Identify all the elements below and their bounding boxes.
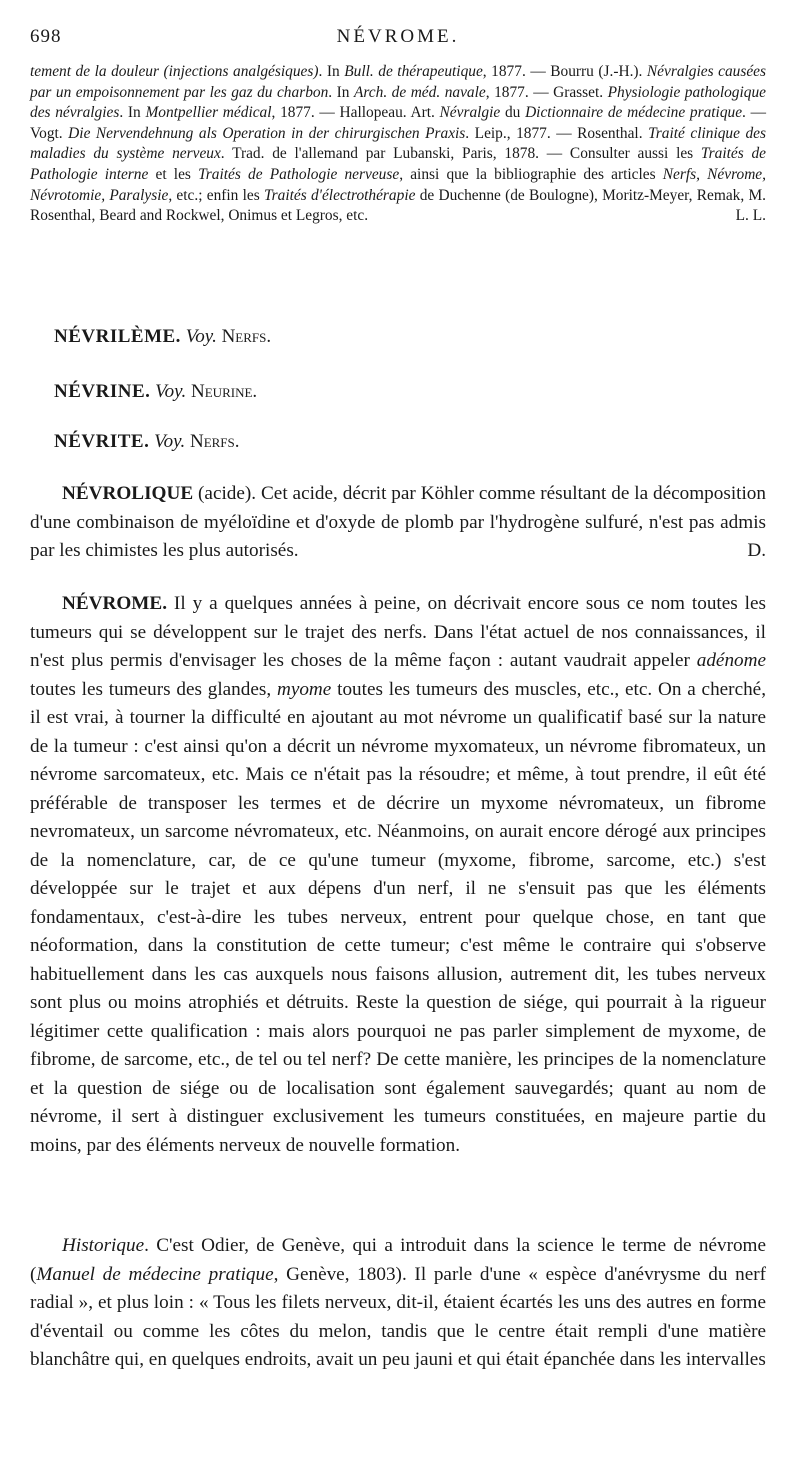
italic-segment: Bull. de thérapeutique	[344, 63, 483, 80]
bibliography-paragraph	[30, 62, 766, 227]
running-title: NÉVROME.	[336, 26, 460, 47]
nevrolique-paragraph	[30, 480, 766, 566]
text-segment: du	[500, 104, 526, 122]
italic-segment: myome	[276, 678, 332, 700]
entry-nevrine	[54, 381, 257, 403]
text-segment: , Genève, 1803). Il parle d'une « espèce d'anévrysme du nerf radial », et plus loin : « Tous les filets nerveux, dit-il, étaient écartés les uns des autres en forme d'éventail ou comme les côtes du melon, tandis que le centre était rempli d'une matière blanchâtre qui, en quelques endroits, avait un peu jauni et qui était épanchée dans les intervalles	[30, 1263, 766, 1370]
italic-segment: Nerfs, Névrome, Névrotomie, Paralysie	[30, 165, 766, 204]
italic-segment: tement de la douleur (injections analgésiques)	[30, 63, 319, 80]
entry-nevrileme	[54, 326, 271, 348]
historique-paragraph	[30, 1232, 766, 1375]
text-segment: . In	[328, 83, 354, 101]
entry-nevrome	[30, 590, 766, 1160]
page-header	[30, 26, 766, 50]
italic-segment: Manuel de médecine pratique	[36, 1263, 274, 1285]
text-segment: , 1877. — Hallopeau. Art.	[271, 104, 440, 122]
nevrome-paragraph	[30, 590, 766, 1160]
italic-segment: Physiologie pathologique des névralgies	[30, 83, 766, 122]
italic-segment: adénome	[696, 650, 766, 671]
text-segment: toutes les tumeurs des muscles, etc., etc. On a cherché, il est vrai, à tourner la difficulté en ajoutant au mot névrome un qualificatif basé sur la nature de la tumeur : c'est ainsi qu'on a décrit un névrome myxomateux, un névrome fibromateux, un névrome sarcomateux, etc. Mais ce n'était pas la résoudre; et même, à tout prendre, il eût été préférable de transposer les termes et de décrire un myxome névromateux, un fibrome nevromateux, un sarcome névromateux, etc. Néanmoins, on aurait encore dérogé aux principes de la nomenclature, car, de ce qu'une tumeur (myxome, fibrome, sarcome, etc.) s'est développée sur le trajet et aux dépens d'un nerf, il ne s'ensuit pas que les éléments fondamentaux, c'est-à-dire les tubes nerveux, entrent pour quelque chose, en tant que néoformation, dans la constitution de cette tumeur; c'est même le contraire qui s'observe habituellement dans les cas auxquels nous faisons allusion, autrement dit, les tubes nerveux sont plus ou moins atrophiés et détruits. Reste la question de siége, qui pourrait à la rigueur légitimer cette qualification : mais alors pourquoi ne pas parler simplement de myxome, de fibrome, de sarcome, etc., de tel ou tel nerf? De cette manière, les principes de la nomenclature et la question de siége ou de localisation sont également sauvegardés; quant au nom de névrome, il sert à distinguer exclusivement les tumeurs constituées, en majeure partie du moins, par des éléments nerveux de nouvelle formation.	[30, 678, 766, 1156]
italic-segment: Historique	[62, 1235, 145, 1256]
text-segment: . In	[318, 63, 345, 80]
text-segment: , ainsi que la bibliographie des articles	[399, 165, 663, 183]
text-segment: , 1877. — Grasset.	[485, 83, 608, 101]
bibliography-signature: L. L.	[735, 207, 766, 225]
text-segment: toutes les tumeurs des glandes,	[30, 678, 277, 700]
entry-nevrolique	[30, 480, 766, 566]
italic-segment: Traités de Pathologie nerveuse	[198, 165, 400, 183]
headword: NÉVROME.	[62, 593, 167, 614]
cross-reference: Neurine.	[191, 381, 258, 402]
document-page	[30, 26, 766, 1370]
italic-segment: Dictionnaire de médecine pratique	[525, 104, 743, 122]
text-segment: . — Vogt.	[30, 104, 766, 142]
text-segment: . Leip., 1877. — Rosenthal.	[465, 124, 649, 142]
voy-label: Voy.	[185, 326, 217, 347]
italic-segment: Névralgie	[439, 104, 501, 122]
italic-segment: Traités d'électrothérapie	[263, 186, 416, 204]
voy-label: Voy.	[155, 381, 187, 402]
voy-label: Voy.	[154, 431, 186, 452]
nevrolique-signature: D.	[747, 540, 766, 561]
headword: NÉVRILÈME.	[54, 326, 181, 347]
text-segment: Il y a quelques années à peine, on décrivait encore sous ce nom toutes les tumeurs qui se développent sur le trajet des nerfs. Dans l'état actuel de nos connaissances, il n'est plus permis d'envisager les choses de la même façon : autant vaudrait appeler	[30, 593, 766, 671]
text-segment: et les	[148, 165, 199, 183]
cross-reference: Nerfs.	[189, 431, 240, 452]
italic-segment: Traité clinique des maladies du système nerveux	[30, 124, 766, 163]
headword: NÉVRITE.	[54, 431, 150, 452]
text-segment: , 1877. — Bourru (J.-H.).	[482, 63, 647, 80]
italic-segment: Die Nervendehnung als Operation in der chirurgischen Praxis	[68, 124, 466, 142]
headword: NÉVROLIQUE	[62, 483, 194, 504]
italic-segment: Arch. de méd. navale	[353, 83, 486, 101]
historique-section	[30, 1232, 766, 1375]
historique-text	[30, 1235, 766, 1370]
italic-segment: Montpellier médical	[145, 104, 272, 122]
italic-segment: Traités de Pathologie interne	[30, 145, 766, 183]
text-segment: de Duchenne (de Boulogne), Moritz-Meyer, Remak, M. Rosenthal, Beard and Rockwel, Onimus et Legros, etc.	[30, 186, 766, 225]
text-segment: . C'est Odier, de Genève, qui a introduit dans la science le terme de névrome (	[30, 1235, 766, 1285]
text-segment: . Trad. de l'allemand par Lubanski, Paris, 1878. — Consulter aussi les	[220, 145, 701, 163]
headword: NÉVRINE.	[54, 381, 151, 402]
nevrome-text	[30, 593, 766, 1156]
nevrolique-text: (acide). Cet acide, décrit par Köhler comme résultant de la décomposition d'une combinaison de myéloïdine et d'oxyde de plomb par l'hydrogène sulfuré, n'est pas admis par les chimistes les plus autorisés.	[30, 483, 766, 561]
text-segment: , etc.; enfin les	[168, 186, 264, 204]
italic-segment: Névralgies causées par un empoisonnement par les gaz du charbon	[30, 63, 766, 101]
bibliography-text	[30, 63, 766, 224]
text-segment: . In	[119, 104, 146, 122]
cross-reference: Nerfs.	[221, 326, 272, 347]
page-number: 698	[30, 26, 62, 47]
entry-nevrite	[54, 431, 240, 453]
